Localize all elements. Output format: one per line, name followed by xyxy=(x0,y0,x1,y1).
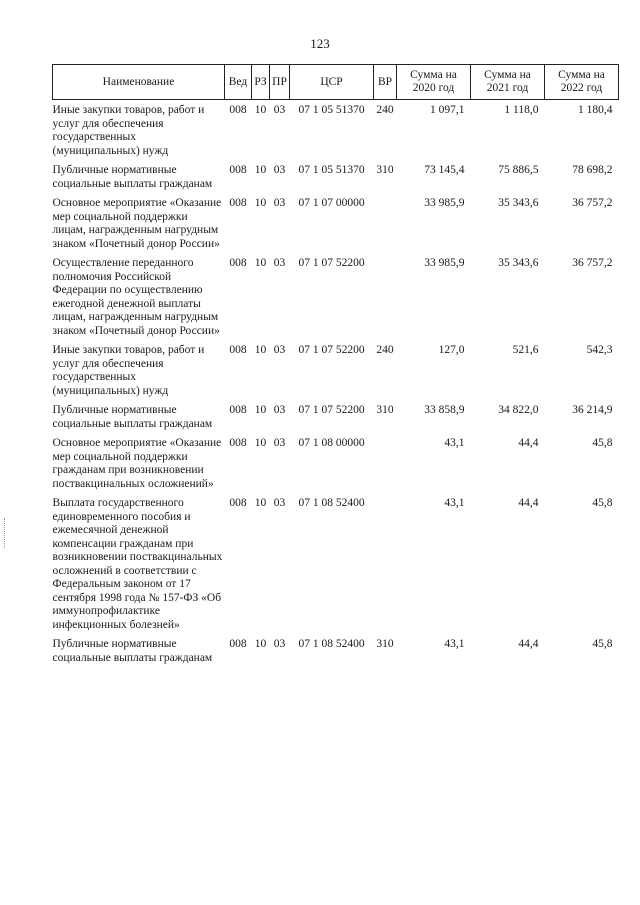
budget-table xyxy=(52,64,619,667)
header-ved: Вед xyxy=(225,65,252,100)
row-sum-2021: 521,6 xyxy=(512,344,539,356)
row-sum-2020: 43,1 xyxy=(444,437,465,449)
row-rz: 10 xyxy=(254,257,267,269)
row-sum-2021: 44,4 xyxy=(518,497,539,509)
row-sum-2022: 36 214,9 xyxy=(572,404,613,416)
row-vr: 310 xyxy=(376,638,394,650)
table-row xyxy=(53,634,619,667)
header-vr: ВР xyxy=(374,65,397,100)
row-ved: 008 xyxy=(229,638,247,650)
row-name: Иные закупки товаров, работ и услуг для обеспечения государственных (муниципальных) нужд xyxy=(52,344,205,397)
row-rz: 10 xyxy=(254,344,267,356)
row-sum-2020: 33 985,9 xyxy=(424,257,465,269)
header-csr: ЦСР xyxy=(290,65,374,100)
row-sum-2020: 1 097,1 xyxy=(430,104,465,116)
row-sum-2022: 45,8 xyxy=(592,437,613,449)
table-row xyxy=(53,100,619,161)
row-csr: 07 1 08 52400 xyxy=(298,497,365,509)
row-sum-2020: 73 145,4 xyxy=(424,164,465,176)
header-rz: РЗ xyxy=(252,65,270,100)
row-name: Осуществление переданного полномочия Российской Федерации по осуществлению ежегодной денежной выплаты лицам, награжденным нагрудным знаком «Почетный донор России» xyxy=(52,257,220,337)
row-sum-2020: 33 858,9 xyxy=(424,404,465,416)
row-vr: 310 xyxy=(376,404,394,416)
row-rz: 10 xyxy=(254,437,267,449)
table-body xyxy=(53,100,619,668)
row-name: Иные закупки товаров, работ и услуг для обеспечения государственных (муниципальных) нужд xyxy=(52,104,205,157)
row-sum-2020: 43,1 xyxy=(444,497,465,509)
row-csr: 07 1 05 51370 xyxy=(298,164,365,176)
row-ved: 008 xyxy=(229,497,247,509)
row-name: Основное мероприятие «Оказание мер социальной поддержки гражданам при возникновении поствакцинальных осложнений» xyxy=(52,437,222,490)
row-sum-2020: 43,1 xyxy=(444,638,465,650)
row-sum-2021: 35 343,6 xyxy=(498,257,539,269)
row-sum-2021: 34 822,0 xyxy=(498,404,539,416)
row-vr xyxy=(374,433,397,493)
row-ved: 008 xyxy=(229,197,247,209)
row-pr: 03 xyxy=(273,164,286,176)
row-csr: 07 1 07 00000 xyxy=(298,197,365,209)
header-name: Наименование xyxy=(53,65,225,100)
row-sum-2021: 35 343,6 xyxy=(498,197,539,209)
row-vr xyxy=(374,253,397,340)
row-ved: 008 xyxy=(229,437,247,449)
row-sum-2020: 127,0 xyxy=(438,344,465,356)
page-number: 123 xyxy=(310,36,330,51)
row-pr: 03 xyxy=(273,437,286,449)
header-sum-2020: Сумма на 2020 год xyxy=(397,65,471,100)
row-rz: 10 xyxy=(254,404,267,416)
row-sum-2021: 75 886,5 xyxy=(498,164,539,176)
row-vr xyxy=(374,493,397,634)
row-pr: 03 xyxy=(273,404,286,416)
row-sum-2022: 45,8 xyxy=(592,638,613,650)
header-sum-2022: Сумма на 2022 год xyxy=(545,65,619,100)
row-rz: 10 xyxy=(254,497,267,509)
table-row xyxy=(53,193,619,253)
row-pr: 03 xyxy=(273,638,286,650)
row-name: Публичные нормативные социальные выплаты гражданам xyxy=(52,638,213,664)
row-csr: 07 1 08 52400 xyxy=(298,638,365,650)
row-sum-2022: 542,3 xyxy=(586,344,613,356)
row-ved: 008 xyxy=(229,104,247,116)
table-header xyxy=(53,65,619,100)
header-pr: ПР xyxy=(270,65,290,100)
row-pr: 03 xyxy=(273,104,286,116)
row-ved: 008 xyxy=(229,164,247,176)
row-vr: 310 xyxy=(376,164,394,176)
row-ved: 008 xyxy=(229,257,247,269)
row-rz: 10 xyxy=(254,104,267,116)
row-sum-2022: 36 757,2 xyxy=(572,257,613,269)
scan-margin-mark xyxy=(4,518,7,548)
row-name: Публичные нормативные социальные выплаты гражданам xyxy=(52,404,213,430)
row-csr: 07 1 08 00000 xyxy=(298,437,365,449)
row-csr: 07 1 07 52200 xyxy=(298,404,365,416)
row-csr: 07 1 07 52200 xyxy=(298,344,365,356)
budget-table-page xyxy=(52,64,618,667)
row-rz: 10 xyxy=(254,197,267,209)
row-sum-2021: 1 118,0 xyxy=(504,104,539,116)
row-csr: 07 1 07 52200 xyxy=(298,257,365,269)
table-row xyxy=(53,400,619,433)
row-name: Публичные нормативные социальные выплаты гражданам xyxy=(52,164,213,190)
row-rz: 10 xyxy=(254,638,267,650)
row-rz: 10 xyxy=(254,164,267,176)
row-pr: 03 xyxy=(273,257,286,269)
row-ved: 008 xyxy=(229,344,247,356)
row-csr: 07 1 05 51370 xyxy=(298,104,365,116)
row-name: Выплата государственного единовременного пособия и ежемесячной денежной компенсации гражданам при возникновении поствакцинальных осложнений в соответствии с Федеральным законом от 17 сентября 1998 года № 157-ФЗ «Об иммунопрофилактике инфекционных болезней» xyxy=(52,497,223,631)
row-vr xyxy=(374,193,397,253)
table-row xyxy=(53,493,619,634)
row-ved: 008 xyxy=(229,404,247,416)
row-sum-2022: 78 698,2 xyxy=(572,164,613,176)
row-sum-2020: 33 985,9 xyxy=(424,197,465,209)
table-row xyxy=(53,433,619,493)
header-sum-2021: Сумма на 2021 год xyxy=(471,65,545,100)
row-name: Основное мероприятие «Оказание мер социальной поддержки лицам, награжденным нагрудным знаком «Почетный донор России» xyxy=(52,197,222,250)
row-pr: 03 xyxy=(273,344,286,356)
row-vr: 240 xyxy=(376,344,394,356)
row-sum-2022: 45,8 xyxy=(592,497,613,509)
table-row xyxy=(53,160,619,193)
table-row xyxy=(53,253,619,340)
row-pr: 03 xyxy=(273,197,286,209)
row-vr: 240 xyxy=(376,104,394,116)
row-sum-2021: 44,4 xyxy=(518,638,539,650)
table-row xyxy=(53,340,619,400)
row-sum-2022: 36 757,2 xyxy=(572,197,613,209)
row-sum-2022: 1 180,4 xyxy=(578,104,613,116)
row-sum-2021: 44,4 xyxy=(518,437,539,449)
row-pr: 03 xyxy=(273,497,286,509)
